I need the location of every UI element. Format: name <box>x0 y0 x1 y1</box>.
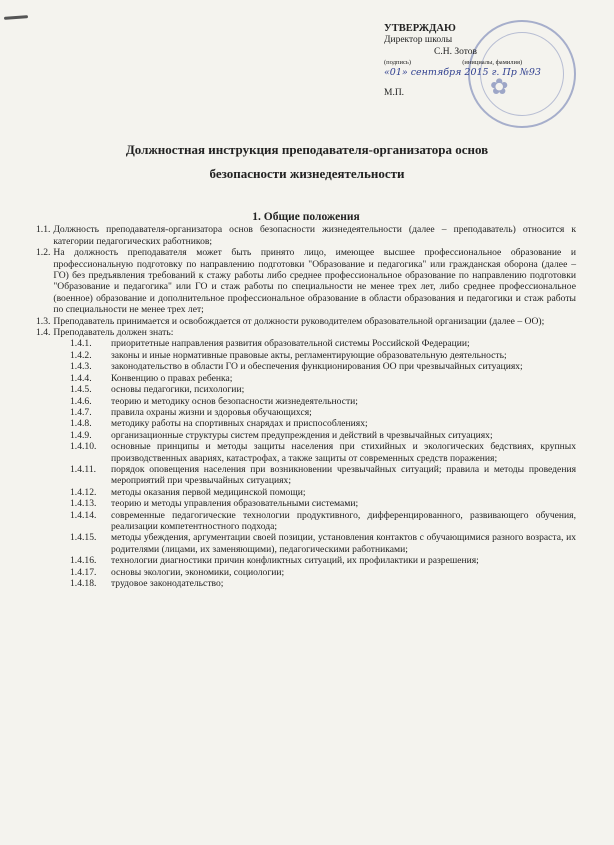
approval-order: Пр №93 <box>502 67 541 78</box>
sub-item: 1.4.3. законодательство в области ГО и обеспечения функционирования ОО при чрезвычайных ситуациях; <box>70 361 523 373</box>
sub-item: 1.4.14. современные педагогические технологии продуктивного, дифференцированного, развивающего обучения, реализации компетентностного подхода; <box>70 509 576 532</box>
sub-item: 1.4.7. правила охраны жизни и здоровья обучающихся; <box>70 406 312 418</box>
sub-item: 1.4.8. методику работы на спортивных снарядах и приспособлениях; <box>70 418 368 430</box>
sub-item: 1.4.2. законы и иные нормативные правовые акты, регламентирующие образовательную деятельность; <box>70 349 507 361</box>
sub-item: 1.4.5. основы педагогики, психологии; <box>70 384 245 396</box>
sub-item: 1.4.17. основы экологии, экономики, социологии; <box>70 566 285 578</box>
signature-caption: (подпись) <box>384 58 411 66</box>
doc-title-line2: безопасности жизнедеятельности <box>209 166 405 181</box>
section-heading: 1. Общие положения <box>252 211 360 223</box>
approval-heading: УТВЕРЖДАЮ <box>384 23 456 34</box>
sub-item: 1.4.12. методы оказания первой медицинской помощи; <box>70 486 306 498</box>
approval-date: «01» сентября 2015 г. <box>384 67 500 78</box>
sub-item: 1.4.9. организационные структуры систем предупреждения и действий в чрезвычайных ситуациях; <box>70 429 493 441</box>
list-item: 1.1. Должность преподавателя-организатора основ безопасности жизнедеятельности (далее – преподаватель) относится к категории педагогических работников; <box>36 224 576 247</box>
sub-item: 1.4.15. методы убеждения, аргументации своей позиции, установления контактов с обучающимися разного возраста, их родителями (лицами, их заменяющими), педагогическими работниками; <box>70 532 576 555</box>
approval-name: С.Н. Зотов <box>434 47 477 57</box>
sub-item: 1.4.6. теорию и методику основ безопасности жизнедеятельности; <box>70 395 358 407</box>
name-caption: (инициалы, фамилия) <box>462 58 523 66</box>
sub-item: 1.4.16. технологии диагностики причин конфликтных ситуаций, их профилактики и разрешения; <box>70 555 479 567</box>
list-item: 1.4. Преподаватель должен знать: <box>36 327 174 339</box>
approval-block <box>384 22 584 100</box>
list-item: 1.2. На должность преподавателя может быть принято лицо, имеющее высшее профессиональное образование и профессиональную подготовку по направлению подготовки "Образование и педагогика" или гражданская оборона (далее – ГО) без предъявления требований к стажу работы либо среднее профессиональное образование по направлению подготовки "Образование и педагогика" или ГО и стаж работы по специальности не менее трех лет, либо среднее профессиональное (военное) образование и дополнительное профессиональное образование в области образования и педагогики и стаж работы по специальности не менее трех лет; <box>36 247 576 316</box>
sub-item: 1.4.10. основные принципы и методы защиты населения при стихийных и экологических бедствиях, крупных производственных авариях, катастрофах, а также защиты от современных средств поражения; <box>70 441 576 464</box>
sub-item: 1.4.13. теорию и методы управления образовательными системами; <box>70 498 359 510</box>
doc-title-line1: Должностная инструкция преподавателя-организатора основ <box>125 142 489 157</box>
sub-item: 1.4.4. Конвенцию о правах ребенка; <box>70 372 233 384</box>
approval-position: Директор школы <box>384 35 453 46</box>
staple-mark <box>4 15 28 20</box>
approval-date-line <box>384 67 584 79</box>
document-body <box>36 212 576 589</box>
sub-item: 1.4.11. порядок оповещения населения при возникновении чрезвычайных ситуаций; правила и методы проведения мероприятий при чрезвычайных ситуациях; <box>70 463 576 487</box>
approval-mp: М.П. <box>384 87 405 98</box>
stamp-emblem-icon: ✿ <box>490 74 509 99</box>
sub-item: 1.4.1. приоритетные направления развития образовательной системы Российской Федерации; <box>70 338 470 350</box>
list-item: 1.3. Преподаватель принимается и освобождается от должности руководителем образовательной организации (далее – ОО); <box>36 315 545 327</box>
approval-captions <box>384 59 584 67</box>
sub-item: 1.4.18. трудовое законодательство; <box>70 578 224 589</box>
